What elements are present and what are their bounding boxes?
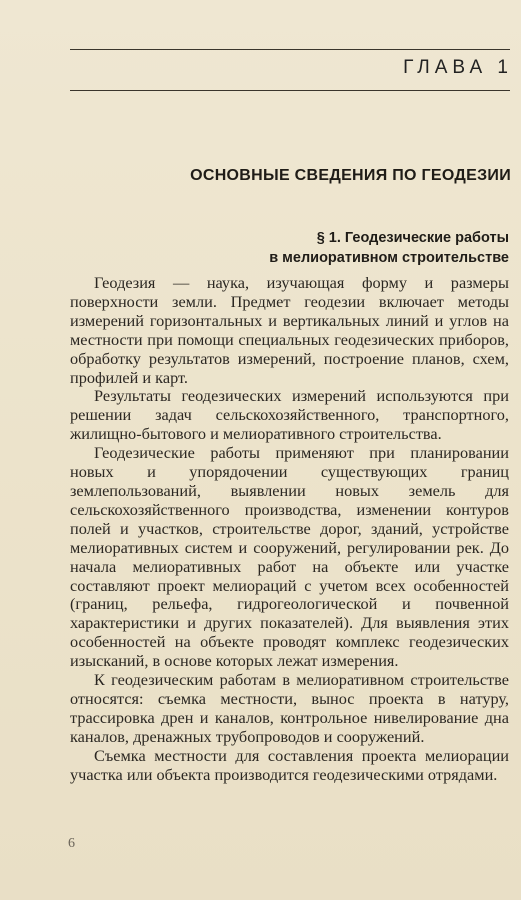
page-number: 6 — [68, 836, 75, 851]
section-heading-line-1: § 1. Геодезические работы — [316, 230, 509, 246]
body-text — [70, 274, 509, 784]
chapter-title: ОСНОВНЫЕ СВЕДЕНИЯ ПО ГЕОДЕЗИИ — [190, 167, 511, 184]
header-top-rule — [70, 49, 510, 50]
section-heading — [269, 228, 509, 268]
paragraph-3: Геодезические работы применяют при планировании новых и упорядочении существующих границ землепользований, выявлении новых земель для сельскохозяйственного производства, изменении контуров полей и участков, строительстве дорог, зданий, устройстве мелиоративных систем и сооружений, регулировании рек. До начала мелиоративных работ на объекте или участке составляют проект мелиораций с учетом всех особенностей (границ, рельефа, гидрогеологической и почвенной характеристики и других показателей). Для выявления этих особенностей на объекте проводят комплекс геодезических изысканий, в основе которых лежат измерения. — [70, 443, 509, 671]
paragraph-5: Съемка местности для составления проекта мелиорации участка или объекта производится геодезическими отрядами. — [70, 745, 509, 784]
paragraph-4: К геодезическим работам в мелиоративном строительстве относятся: съемка местности, вынос проекта в натуру, трассировка дрен и каналов, контрольное нивелирование дна каналов, дренажных трубопроводов и сооружений. — [70, 670, 509, 746]
paragraph-1: Геодезия — наука, изучающая форму и размеры поверхности земли. Предмет геодезии включает методы измерений горизонтальных и вертикальных линий и углов на местности при помощи специальных геодезических приборов, обработку результатов измерений, построение планов, схем, профилей и карт. — [70, 273, 509, 387]
paragraph-2: Результаты геодезических измерений используются при решении задач сельскохозяйственного, транспортного, жилищно-бытового и мелиоративного строительства. — [70, 386, 509, 444]
section-heading-line-2: в мелиоративном строительстве — [269, 250, 509, 266]
chapter-label: ГЛАВА 1 — [403, 57, 513, 78]
header-bottom-rule — [70, 90, 510, 91]
